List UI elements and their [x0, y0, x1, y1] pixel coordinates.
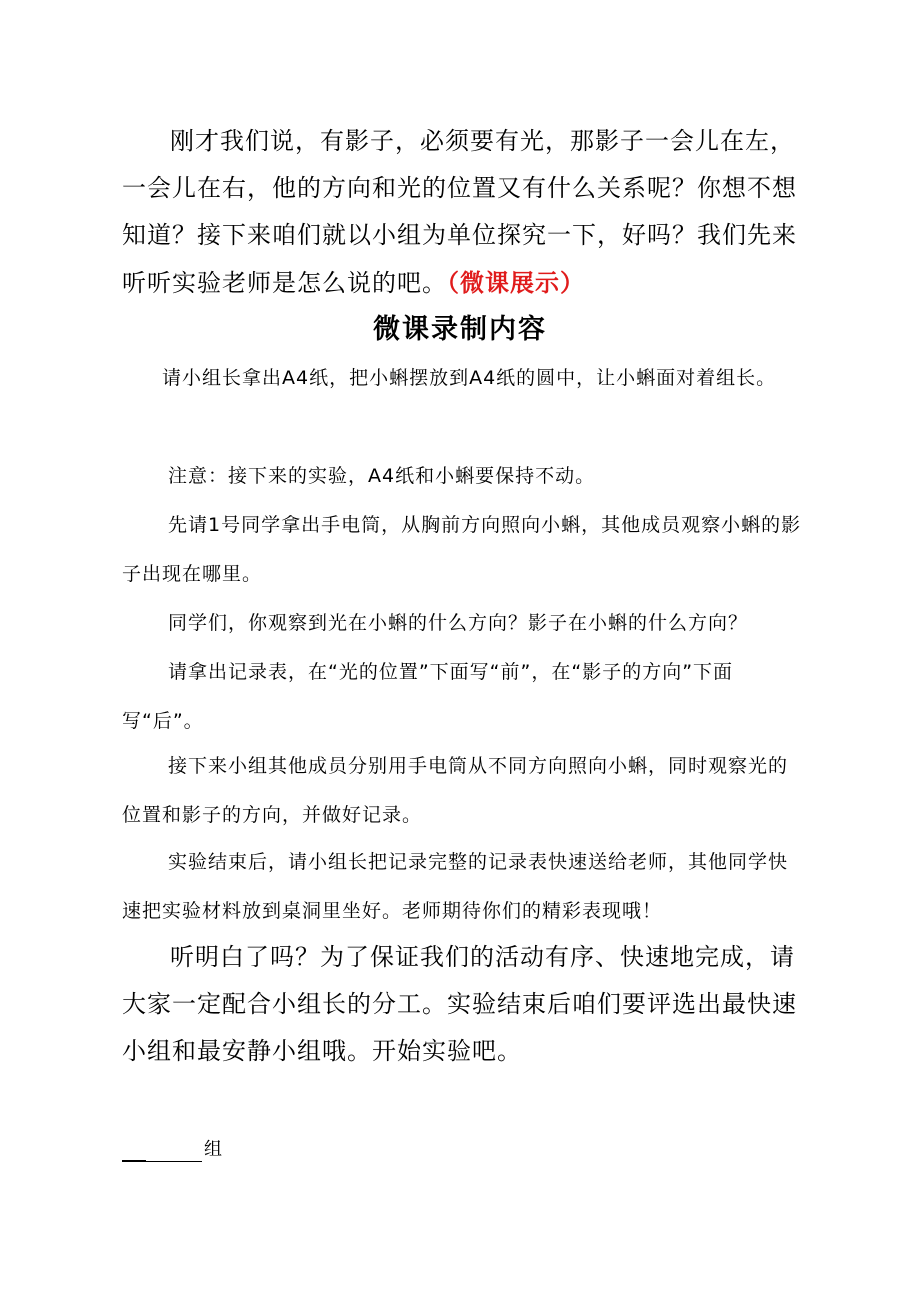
group-label: 组 — [204, 1139, 222, 1160]
group-fill-in — [122, 1138, 222, 1162]
section-title: 微课录制内容 — [373, 314, 547, 345]
micro-paragraph-2: 注意：接下来的实验，A4纸和小蝌要保持不动。 — [168, 465, 596, 487]
micro-paragraph-1: 请小组长拿出A4纸，把小蝌摆放到A4纸的圆中，让小蝌面对着组长。 — [162, 367, 777, 389]
micro-paragraph-5: 请拿出记录表，在“光的位置”下面写“前”，在“影子的方向”下面写“后”。 — [122, 661, 734, 732]
group-blank-thick — [122, 1146, 146, 1162]
group-blank — [146, 1147, 202, 1162]
intro-highlight: （微课展示） — [447, 268, 585, 297]
outro-paragraph: 听明白了吗？为了保证我们的活动有序、快速地完成，请大家一定配合小组长的分工。实验结束后咱们要评选出最快速小组和最安静小组哦。开始实验吧。 — [122, 943, 797, 1065]
micro-paragraph-6: 接下来小组其他成员分别用手电筒从不同方向照向小蝌，同时观察光的位置和影子的方向，并做好记录。 — [122, 755, 789, 826]
intro-text: 刚才我们说，有影子，必须要有光，那影子一会儿在左，一会儿在右，他的方向和光的位置又有什么关系呢？你想不想知道？接下来咱们就以小组为单位探究一下，好吗？我们先来听听实验老师是怎么说的吧。 — [122, 127, 797, 297]
intro-paragraph — [122, 118, 802, 307]
micro-paragraph-7: 实验结束后，请小组长把记录完整的记录表快速送给老师，其他同学快速把实验材料放到桌洞里坐好。老师期待你们的精彩表现哦！ — [122, 851, 789, 922]
micro-paragraph-3: 先请1号同学拿出手电筒，从胸前方向照向小蝌，其他成员观察小蝌的影子出现在哪里。 — [122, 514, 802, 585]
micro-paragraph-4: 同学们，你观察到光在小蝌的什么方向？影子在小蝌的什么方向？ — [168, 612, 749, 634]
